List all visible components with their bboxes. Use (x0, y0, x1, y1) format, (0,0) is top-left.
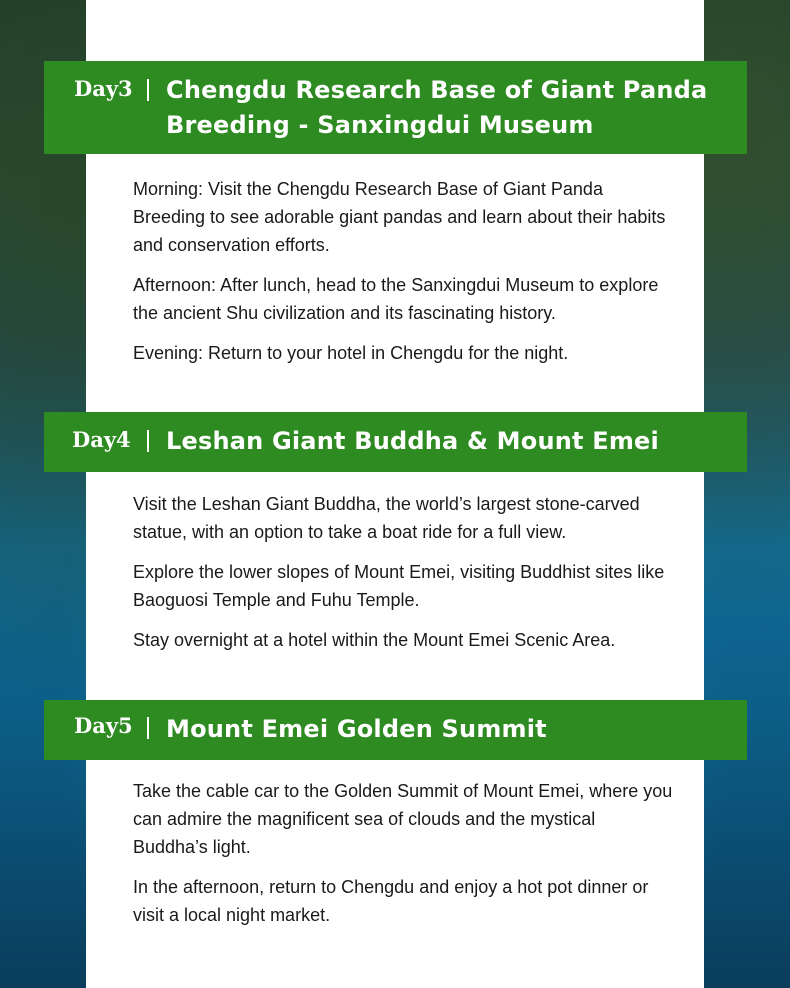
day3-label: Day3 (74, 76, 133, 101)
day5-paragraph: Take the cable car to the Golden Summit of Mount Emei, where you can admire the magnificent sea of clouds and the mystical Buddha’s light. (133, 781, 673, 857)
day3-paragraph: Evening: Return to your hotel in Chengdu for the night. (133, 343, 569, 363)
day3-description (133, 175, 673, 379)
day5-title: Mount Emei Golden Summit (166, 715, 547, 743)
day3-paragraph: Morning: Visit the Chengdu Research Base of Giant Panda Breeding to see adorable giant pandas and learn about their habits and conservation efforts. (133, 179, 666, 255)
day5-header (44, 700, 747, 760)
day4-label: Day4 (72, 427, 131, 452)
day3-title: Chengdu Research Base of Giant Panda Breeding - Sanxingdui Museum (166, 76, 708, 139)
day3-header (44, 61, 747, 154)
day5-label: Day5 (74, 713, 133, 738)
day5-separator (147, 717, 149, 739)
day4-description (133, 490, 673, 666)
day3-paragraph: Afternoon: After lunch, head to the Sanxingdui Museum to explore the ancient Shu civilization and its fascinating history. (133, 275, 659, 323)
day3-separator (147, 79, 149, 101)
day4-paragraph: Explore the lower slopes of Mount Emei, visiting Buddhist sites like Baoguosi Temple and Fuhu Temple. (133, 562, 665, 610)
day4-separator (147, 430, 149, 452)
day5-paragraph: In the afternoon, return to Chengdu and enjoy a hot pot dinner or visit a local night market. (133, 877, 649, 925)
day4-paragraph: Stay overnight at a hotel within the Mount Emei Scenic Area. (133, 630, 616, 650)
day4-paragraph: Visit the Leshan Giant Buddha, the world’s largest stone-carved statue, with an option to take a boat ride for a full view. (133, 494, 640, 542)
day5-description (133, 777, 673, 941)
day4-header (44, 412, 747, 472)
day4-title: Leshan Giant Buddha & Mount Emei (166, 427, 659, 455)
